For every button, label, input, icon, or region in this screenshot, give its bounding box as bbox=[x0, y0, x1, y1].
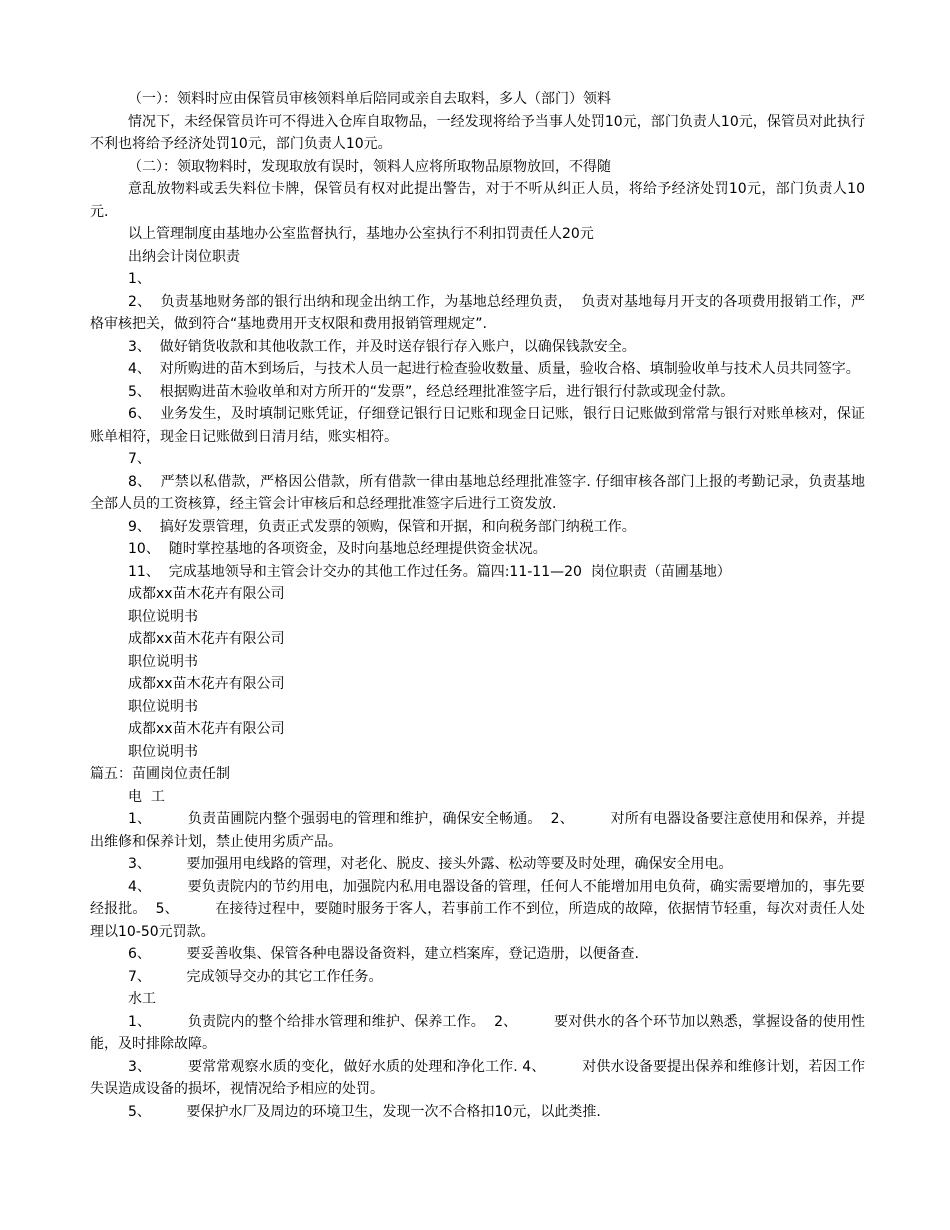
paragraph: 5、 根据购进苗木验收单和对方所开的“发票”，经总经理批准签字后，进行银行付款或现金付款。 bbox=[128, 383, 735, 400]
paragraph: 职位说明书 bbox=[128, 608, 198, 625]
paragraph: 篇五：苗圃岗位责任制 bbox=[90, 766, 230, 782]
paragraph: 成都xx苗木花卉有限公司 bbox=[128, 631, 285, 647]
paragraph: 10、 随时掌控基地的各项资金，及时向基地总经理提供资金状况。 bbox=[128, 541, 547, 557]
paragraph: 4、 要负责院内的节约用电，加强院内私用电器设备的管理，任何人不能增加用电负荷，确实需要增加的，事先要经报批。 5、 在接待过程中，要随时服务于客人，若事前工作不到位，所造成的故障，依据情节轻重，每次对责任人处理以10-50元罚款。 bbox=[90, 878, 865, 940]
paragraph: 7、 完成领导交办的其它工作任务。 bbox=[128, 968, 383, 985]
paragraph: 3、 要常常观察水质的变化，做好水质的处理和净化工作. 4、 对供水设备要提出保养和维修计划，若因工作失误造成设备的损坏，视情况给予相应的处罚。 bbox=[90, 1058, 865, 1097]
paragraph: 成都xx苗木花卉有限公司 bbox=[128, 721, 285, 737]
paragraph: 意乱放物料或丢失料位卡牌，保管员有权对此提出警告，对于不听从纠正人员，将给予经济处罚10元，部门负责人10元. bbox=[90, 181, 865, 220]
paragraph: 以上管理制度由基地办公室监督执行，基地办公室执行不利扣罚责任人20元 bbox=[128, 226, 594, 242]
paragraph: 11、 完成基地领导和主管会计交办的其他工作过任务。篇四:11-11—20 岗位职责（苗圃基地） bbox=[128, 563, 731, 580]
paragraph: 出纳会计岗位职责 bbox=[128, 248, 240, 265]
paragraph: 8、 严禁以私借款，严格因公借款，所有借款一律由基地总经理批准签字. 仔细审核各部门上报的考勤记录，负责基地全部人员的工资核算，经主管会计审核后和总经理批准签字后进行工资发放. bbox=[90, 473, 865, 512]
paragraph: （一）：领料时应由保管员审核领料单后陪同或亲自去取料，多人（部门）领料 bbox=[128, 91, 611, 107]
paragraph: 成都xx苗木花卉有限公司 bbox=[128, 676, 285, 692]
document-body bbox=[90, 88, 865, 1123]
paragraph: 9、 搞好发票管理，负责正式发票的领购，保管和开据，和向税务部门纳税工作。 bbox=[128, 518, 636, 535]
paragraph: （二）：领取物料时，发现取放有误时，领料人应将所取物品原物放回，不得随 bbox=[128, 158, 611, 175]
paragraph: 水工 bbox=[128, 991, 156, 1007]
paragraph: 职位说明书 bbox=[128, 743, 198, 760]
paragraph: 6、 要妥善收集、保管各种电器设备资料，建立档案库，登记造册，以便备查. bbox=[128, 946, 639, 962]
paragraph: 职位说明书 bbox=[128, 698, 198, 715]
paragraph: 情况下，未经保管员许可不得进入仓库自取物品，一经发现将给予当事人处罚10元，部门负责人10元，保管员对此执行不利也将给予经济处罚10元，部门负责人10元。 bbox=[90, 113, 865, 152]
paragraph: 1、 负责院内的整个给排水管理和维护、保养工作。 2、 要对供水的各个环节加以熟悉，掌握设备的使用性能，及时排除故障。 bbox=[90, 1013, 865, 1052]
paragraph: 7、 bbox=[128, 451, 151, 467]
paragraph: 成都xx苗木花卉有限公司 bbox=[128, 586, 285, 602]
paragraph: 6、 业务发生，及时填制记账凭证，仔细登记银行日记账和现金日记账，银行日记账做到常常与银行对账单核对，保证账单相符，现金日记账做到日清月结，账实相符。 bbox=[90, 406, 865, 445]
paragraph: 1、 负责苗圃院内整个强弱电的管理和维护，确保安全畅通。 2、 对所有电器设备要注意使用和保养，并提出维修和保养计划，禁止使用劣质产品。 bbox=[90, 811, 865, 850]
paragraph: 3、 做好销货收款和其他收款工作，并及时送存银行存入账户，以确保钱款安全。 bbox=[128, 338, 636, 355]
paragraph: 4、 对所购进的苗木到场后，与技术人员一起进行检查验收数量、质量，验收合格、填制验收单与技术人员共同签字。 bbox=[128, 361, 860, 377]
paragraph: 3、 要加强用电线路的管理，对老化、脱皮、接头外露、松动等要及时处理，确保安全用电。 bbox=[128, 856, 733, 872]
paragraph: 1、 bbox=[128, 271, 151, 287]
paragraph: 2、 负责基地财务部的银行出纳和现金出纳工作，为基地总经理负责， 负责对基地每月开支的各项费用报销工作，严格审核把关，做到符合“基地费用开支权限和费用报销管理规定”. bbox=[90, 293, 865, 332]
paragraph: 职位说明书 bbox=[128, 653, 198, 670]
paragraph: 5、 要保护水厂及周边的环境卫生，发现一次不合格扣10元，以此类推. bbox=[128, 1103, 601, 1120]
paragraph: 电 工 bbox=[128, 788, 165, 805]
